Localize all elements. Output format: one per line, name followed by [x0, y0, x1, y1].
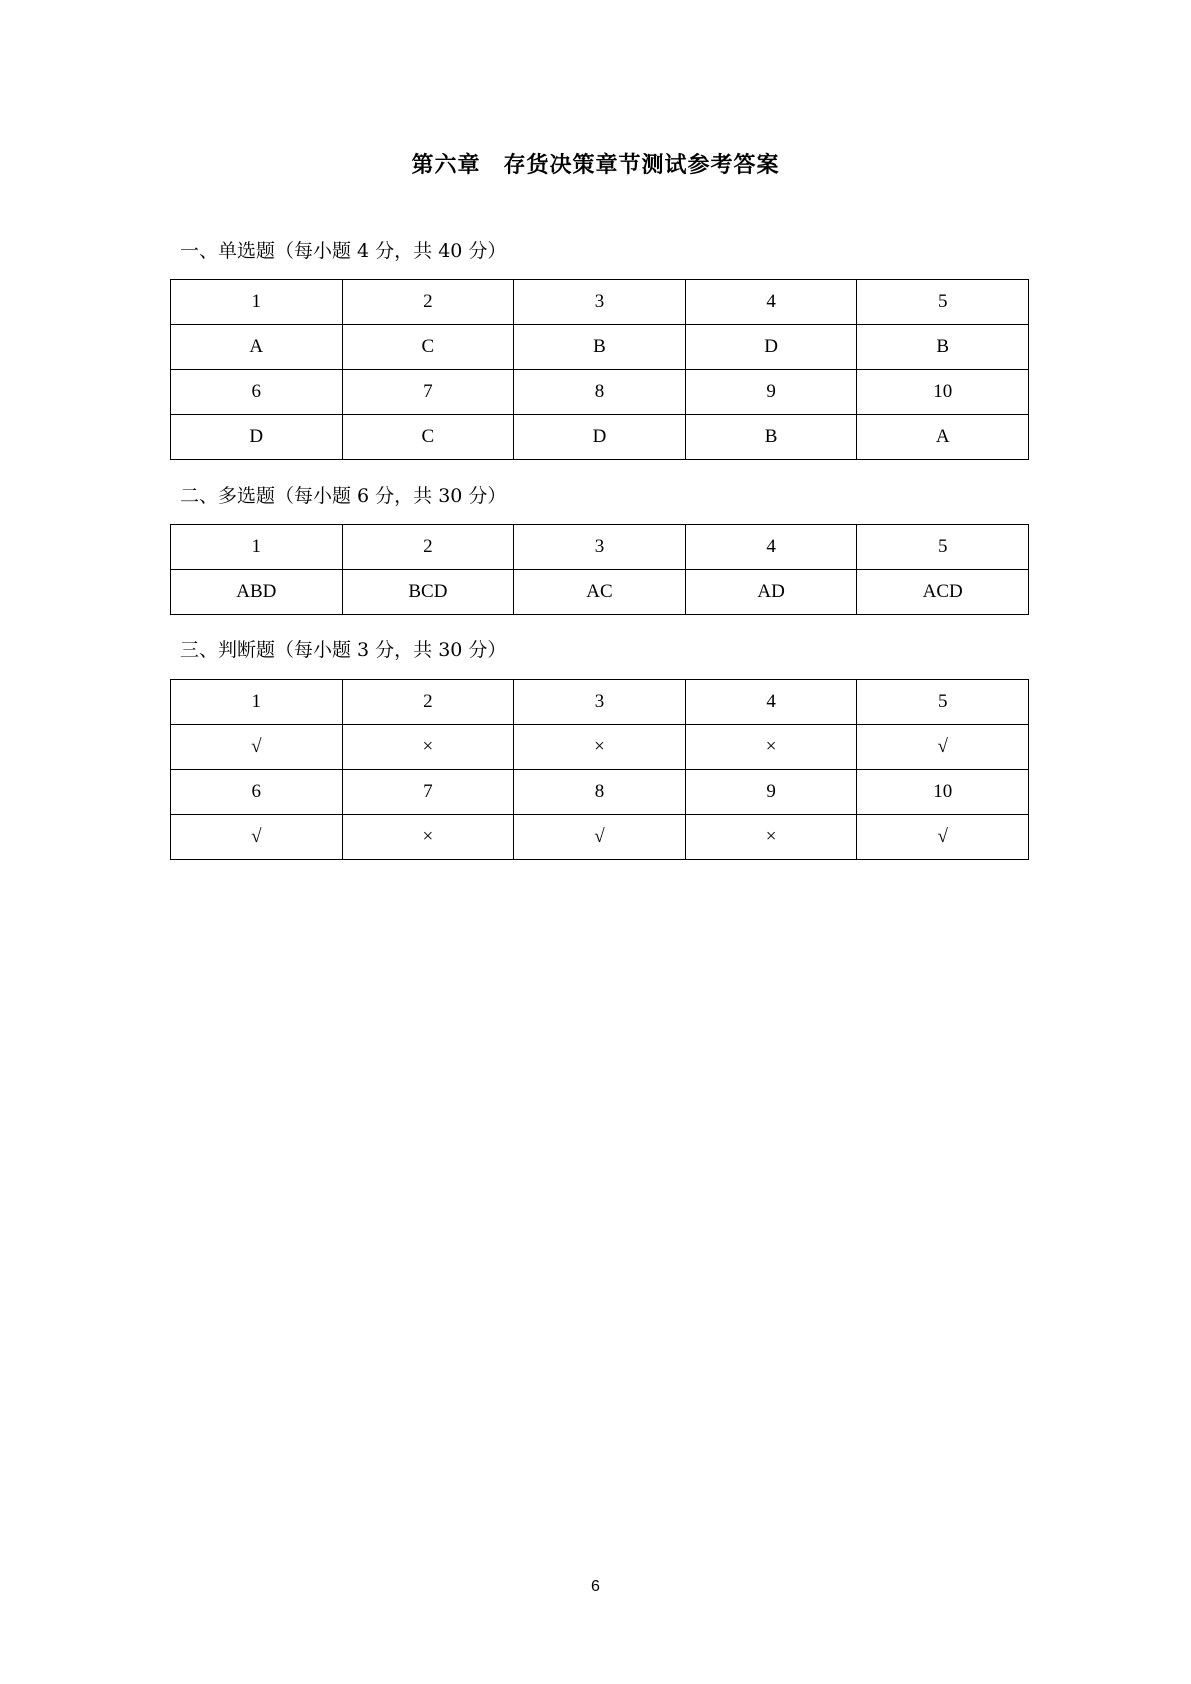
answer-cell: ×: [685, 815, 857, 860]
table-row: [171, 770, 1029, 815]
section-heading-single-choice: 一、单选题（每小题 4 分，共 40 分）: [180, 240, 507, 262]
table-row: [171, 415, 1029, 460]
question-number-cell: 10: [857, 370, 1029, 415]
answer-cell: ACD: [857, 570, 1029, 615]
table-row: [171, 680, 1029, 725]
question-number-cell: 1: [171, 280, 343, 325]
question-number-cell: 3: [514, 525, 686, 570]
table-row: [171, 525, 1029, 570]
table-row: [171, 725, 1029, 770]
question-number-cell: 1: [171, 680, 343, 725]
question-number-cell: 6: [171, 770, 343, 815]
answer-cell: D: [514, 415, 686, 460]
answer-cell: √: [171, 725, 343, 770]
answer-cell: A: [857, 415, 1029, 460]
answer-cell: B: [685, 415, 857, 460]
question-number-cell: 4: [685, 280, 857, 325]
answer-cell: √: [171, 815, 343, 860]
question-number-cell: 5: [857, 525, 1029, 570]
question-number-cell: 9: [685, 370, 857, 415]
section-heading-multiple-choice: 二、多选题（每小题 6 分，共 30 分）: [180, 485, 507, 507]
question-number-cell: 2: [342, 280, 514, 325]
page-title: 第六章 存货决策章节测试参考答案: [411, 153, 780, 178]
answer-cell: ×: [342, 815, 514, 860]
table-row: [171, 570, 1029, 615]
answer-cell: C: [342, 325, 514, 370]
question-number-cell: 8: [514, 370, 686, 415]
question-number-cell: 6: [171, 370, 343, 415]
answer-cell: D: [171, 415, 343, 460]
answer-cell: C: [342, 415, 514, 460]
answer-cell: B: [857, 325, 1029, 370]
question-number-cell: 9: [685, 770, 857, 815]
table-row: [171, 280, 1029, 325]
answer-cell: BCD: [342, 570, 514, 615]
answer-cell: √: [857, 815, 1029, 860]
answer-cell: ABD: [171, 570, 343, 615]
single-choice-answer-table: [170, 279, 1029, 460]
answer-cell: √: [514, 815, 686, 860]
true-false-answer-table: [170, 679, 1029, 860]
question-number-cell: 2: [342, 525, 514, 570]
page-number: 6: [591, 1578, 600, 1595]
question-number-cell: 1: [171, 525, 343, 570]
question-number-cell: 5: [857, 680, 1029, 725]
question-number-cell: 7: [342, 770, 514, 815]
answer-cell: B: [514, 325, 686, 370]
question-number-cell: 3: [514, 680, 686, 725]
question-number-cell: 2: [342, 680, 514, 725]
answer-cell: √: [857, 725, 1029, 770]
question-number-cell: 8: [514, 770, 686, 815]
table-row: [171, 815, 1029, 860]
table-row: [171, 325, 1029, 370]
section-heading-true-false: 三、判断题（每小题 3 分，共 30 分）: [180, 639, 507, 661]
question-number-cell: 10: [857, 770, 1029, 815]
question-number-cell: 5: [857, 280, 1029, 325]
question-number-cell: 4: [685, 680, 857, 725]
answer-cell: D: [685, 325, 857, 370]
answer-cell: ×: [342, 725, 514, 770]
answer-cell: A: [171, 325, 343, 370]
question-number-cell: 3: [514, 280, 686, 325]
multiple-choice-answer-table: [170, 524, 1029, 615]
answer-cell: AD: [685, 570, 857, 615]
answer-cell: ×: [514, 725, 686, 770]
table-row: [171, 370, 1029, 415]
question-number-cell: 7: [342, 370, 514, 415]
answer-cell: AC: [514, 570, 686, 615]
question-number-cell: 4: [685, 525, 857, 570]
answer-cell: ×: [685, 725, 857, 770]
